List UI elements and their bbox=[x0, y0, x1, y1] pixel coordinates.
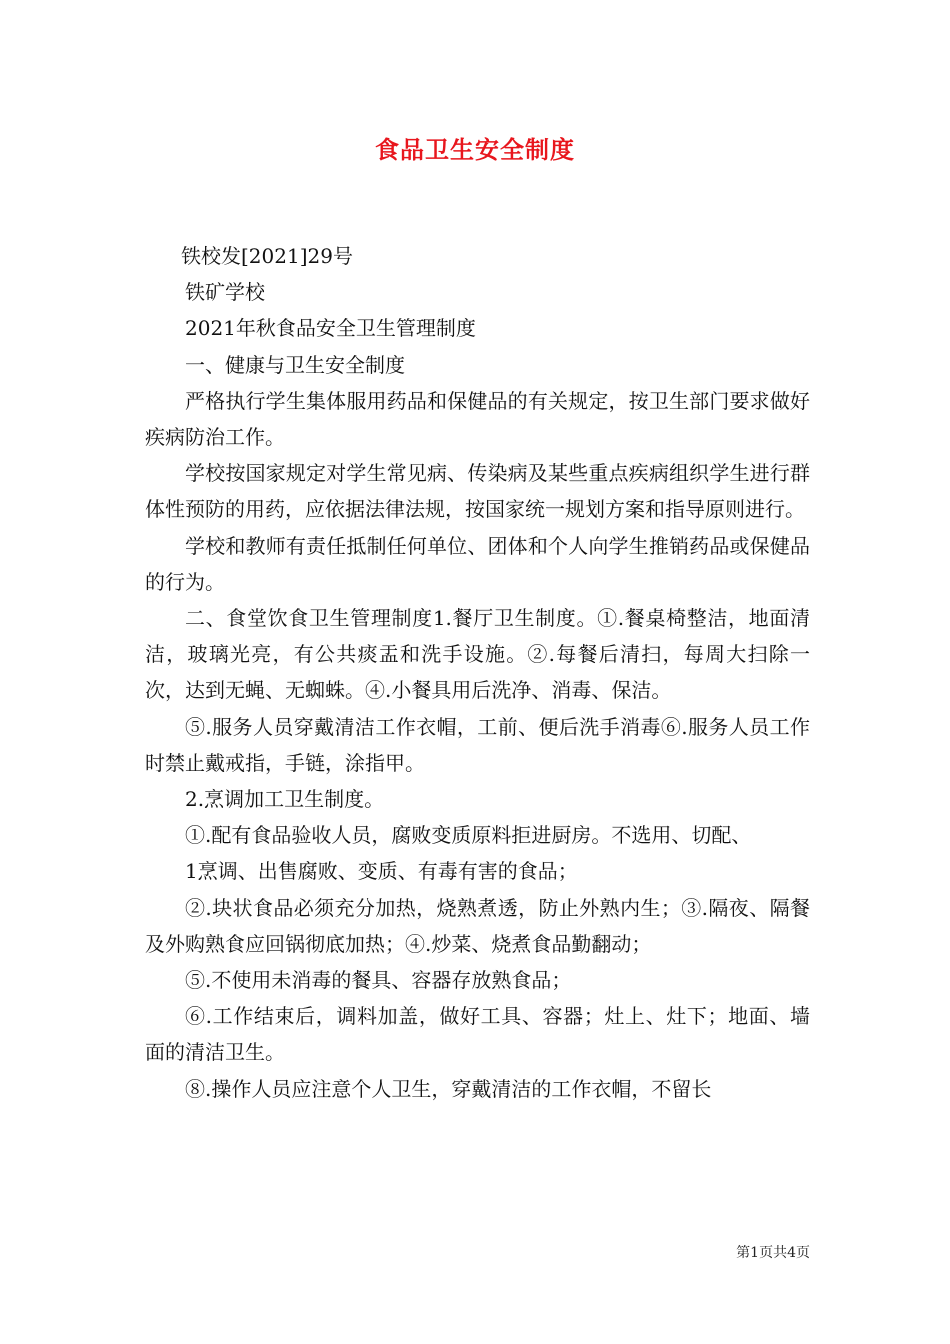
paragraph: 学校和教师有责任抵制任何单位、团体和个人向学生推销药品或保健品的行为。 bbox=[145, 533, 810, 594]
paragraph: ②.块状食品必须充分加热，烧熟煮透，防止外熟内生；③.隔夜、隔餐及外购熟食应回锅彻底加热；④.炒菜、烧煮食品勤翻动； bbox=[145, 895, 810, 956]
paragraph: 学校按国家规定对学生常见病、传染病及某些重点疾病组织学生进行群体性预防的用药，应依据法律法规，按国家统一规划方案和指导原则进行。 bbox=[145, 461, 810, 522]
school-name: 铁矿学校 bbox=[185, 280, 265, 305]
section-heading-1: 一、健康与卫生安全制度 bbox=[185, 352, 405, 377]
page-number: 第1页共4页 bbox=[736, 1245, 810, 1261]
document-title: 食品卫生安全制度 bbox=[375, 135, 575, 164]
paragraph: ⑧.操作人员应注意个人卫生，穿戴清洁的工作衣帽，不留长 bbox=[185, 1076, 712, 1101]
document-number: 铁校发[2021]29号 bbox=[181, 244, 353, 268]
subsection-heading: 2.烹调加工卫生制度。 bbox=[185, 787, 385, 812]
paragraph: ⑥.工作结束后，调料加盖，做好工具、容器；灶上、灶下；地面、墙面的清洁卫生。 bbox=[145, 1004, 810, 1065]
section-heading-2: 二、食堂饮食卫生管理制度1.餐厅卫生制度。①.餐桌椅整洁，地面清洁，玻璃光亮，有公共痰盂和洗手设施。②.每餐后清扫，每周大扫除一次，达到无蝇、无蜘蛛。④.小餐具用后洗净、消毒、保洁。 bbox=[145, 606, 810, 703]
paragraph: 1烹调、出售腐败、变质、有毒有害的食品； bbox=[185, 859, 578, 884]
regulation-title: 2021年秋食品安全卫生管理制度 bbox=[185, 316, 476, 341]
paragraph: ⑤.服务人员穿戴清洁工作衣帽，工前、便后洗手消毒⑥.服务人员工作时禁止戴戒指，手链，涂指甲。 bbox=[145, 714, 810, 775]
document-body bbox=[145, 238, 810, 1107]
paragraph: ①.配有食品验收人员，腐败变质原料拒进厨房。不选用、切配、 bbox=[185, 823, 752, 848]
paragraph: ⑤.不使用未消毒的餐具、容器存放熟食品； bbox=[185, 968, 572, 993]
paragraph: 严格执行学生集体服用药品和保健品的有关规定，按卫生部门要求做好疾病防治工作。 bbox=[145, 388, 810, 450]
